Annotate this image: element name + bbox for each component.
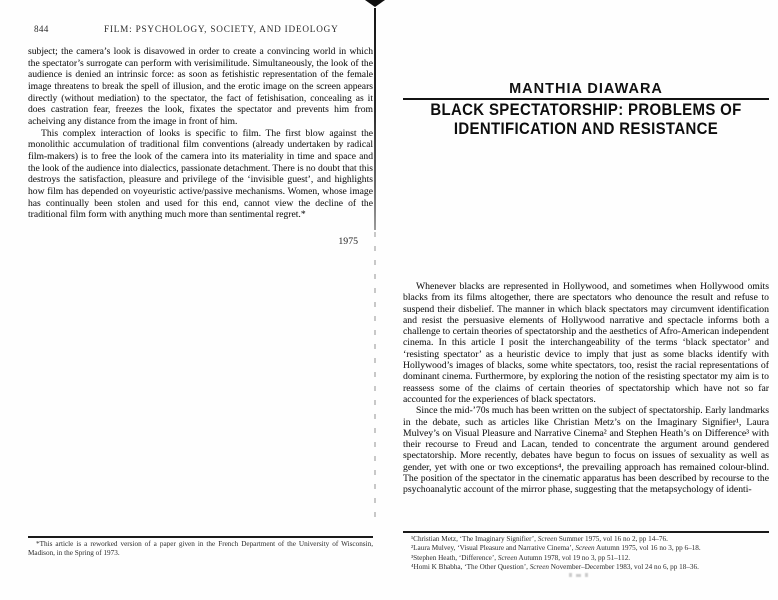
footnote-text: ²Laura Mulvey, ‘Visual Pleasure and Narrative Cinema’, [411, 544, 576, 553]
left-footnote-block [28, 536, 373, 559]
running-head: FILM: PSYCHOLOGY, SOCIETY, AND IDEOLOGY [104, 24, 339, 34]
journal-name: Screen [529, 562, 549, 571]
footnote-text: ⁴Homi K Bhabha, ‘The Other Question’, [411, 562, 530, 571]
footnote [403, 535, 769, 544]
author-name: MANTHIA DIAWARA [509, 81, 663, 97]
footnote-text: Summer 1975, vol 16 no 2, pp 14–76. [557, 535, 668, 544]
right-page-body [403, 281, 769, 496]
body-paragraph: Whenever blacks are represented in Hollywood, and sometimes when Hollywood omits blacks from its films altogether, there are spectators who denounce the result and refuse to suspend their disbelief. The manner in which black spectators may circumvent identification and resist the persuasive elements of Hollywood narrative and spectacle informs both a challenge to certain theories of spectatorship and the aesthetics of Afro-American independent cinema. In this article I posit the interchangeability of the terms ‘black spectator’ and ‘resisting spectator’ as a heuristic device to imply that just as some blacks identify with Hollywood’s images of blacks, some white spectators, too, resist the racial representations of dominant cinema. Furthermore, by exploring the notion of the resisting spectator my aim is to reassess some of the claims of certain theories of spectatorship which have not so far accounted for the experiences of black spectators. [403, 281, 769, 405]
footnote-text: ³Stephen Heath, ‘Difference’, [411, 553, 498, 562]
article-title-line-1: BLACK SPECTATORSHIP: PROBLEMS OF [430, 100, 742, 119]
body-paragraph: Since the mid-’70s much has been written on the subject of spectatorship. Early landmarks in the debate, such as articles like Christian Metz’s on the Imaginary Signifier¹, Laura Mulvey’s on Visual Pleasure and Narrative Cinema² and Stephen Heath’s on Difference³ with their recourse to Freud and Lacan, tended to concentrate the argument around gendered spectatorship. More recently, debates have begun to focus on issues of sexuality as well as gender, yet with one or two exceptions⁴, the prevailing approach has remained colour-blind. The position of the spectator in the cinematic apparatus has been described by recourse to the psychoanalytic account of the mirror phase, suggesting that the metapsychology of identi- [403, 405, 769, 496]
left-page [28, 22, 373, 600]
page-gutter-line [374, 8, 376, 230]
article-title [425, 101, 747, 138]
article-year: 1975 [338, 236, 358, 247]
footnote-rule [403, 531, 769, 533]
footnote [403, 544, 769, 553]
left-page-body [28, 46, 373, 221]
footnote [403, 563, 769, 572]
left-page-header [28, 24, 373, 38]
journal-name: Screen [575, 544, 595, 553]
page-gutter-line-faded [374, 232, 376, 524]
footnote-text: Autumn 1978, vol 19 no 3, pp 51–112. [517, 553, 631, 562]
body-paragraph: subject; the camera’s look is disavowed in order to create a convincing world in which the spectator’s surrogate can perform with verisimilitude. Simultaneously, the look of the audience is denied an intrinsic force: as soon as fetishistic representation of the female image threatens to break the spell of illusion, and the erotic image on the screen appears directly (without mediation) to the spectator, the fact of fetishisation, concealing as it does castration fear, freezes the look, fixates the spectator and prevents him from acheiving any distance from the image in front of him. [28, 46, 373, 127]
footnote-text: Autumn 1975, vol 16 no 3, pp 6–18. [594, 544, 701, 553]
spine-shadow-wedge-icon [365, 0, 385, 7]
article-title-line-2: IDENTIFICATION AND RESISTANCE [453, 118, 719, 138]
page-number: 844 [34, 24, 49, 34]
footnote [403, 554, 769, 563]
scan-artifact [569, 573, 588, 577]
footnote-text: November–December 1983, vol 24 no 6, pp 18–36. [548, 562, 699, 571]
journal-name: Screen [537, 535, 558, 544]
footnote-text: ¹Christian Metz, ‘The Imaginary Signifier’, [411, 535, 538, 544]
journal-name: Screen [497, 553, 518, 562]
right-footnote-block [403, 531, 769, 572]
body-paragraph: This complex interaction of looks is specific to film. The first blow against the monolithic accumulation of traditional film conventions (already undertaken by radical film-makers) is to free the look of the camera into its materiality in time and space and the look of the audience into dialectics, passionate detachment. There is no doubt that this destroys the satisfaction, pleasure and privilege of the ‘invisible guest’, and highlights how film has depended on voyeuristic active/passive mechanisms. Women, whose image has continually been stolen and used for this end, cannot view the decline of the traditional film form with anything much more than sentimental regret.* [28, 127, 373, 221]
footnote: *This article is a reworked version of a paper given in the French Department of the University of Wisconsin, Madison, in the Spring of 1973. [28, 540, 373, 558]
footnote-rule [28, 536, 373, 538]
right-page [403, 22, 769, 600]
